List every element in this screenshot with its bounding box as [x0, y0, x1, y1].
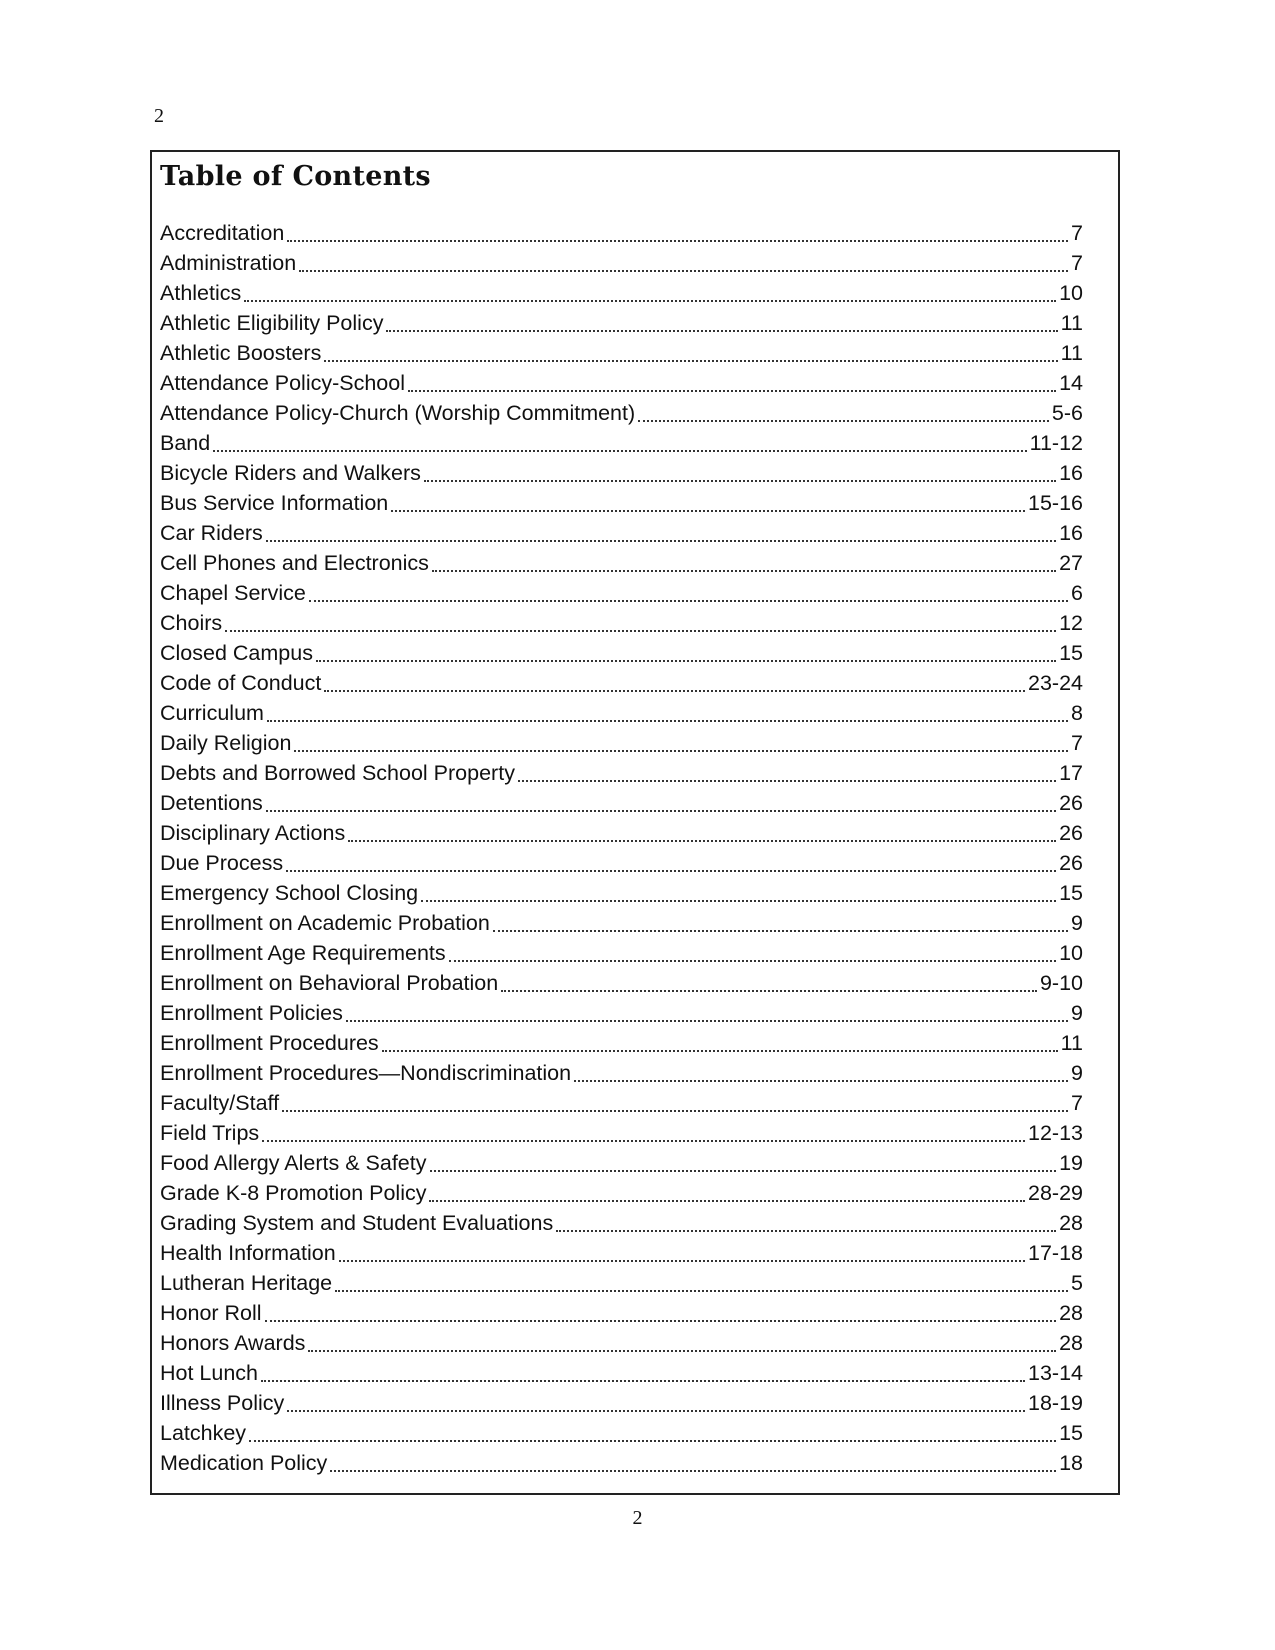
- toc-entry-page: 23-24: [1028, 671, 1083, 695]
- toc-entry: [160, 938, 1083, 968]
- toc-entry-page: 16: [1059, 461, 1083, 485]
- dot-leader: [262, 1118, 1025, 1142]
- toc-entry: [160, 1118, 1083, 1148]
- toc-entry-page: 9: [1071, 911, 1083, 935]
- toc-entry-label: Grade K-8 Promotion Policy: [160, 1181, 427, 1205]
- dot-leader: [308, 1328, 1056, 1352]
- dot-leader: [518, 758, 1056, 782]
- toc-entry: [160, 1148, 1083, 1178]
- toc-entry-label: Emergency School Closing: [160, 881, 419, 905]
- toc-entry-page: 18-19: [1028, 1391, 1083, 1415]
- toc-entry-label: Latchkey: [160, 1421, 247, 1445]
- toc-entry: [160, 338, 1083, 368]
- toc-entry-label: Athletic Eligibility Policy: [160, 311, 384, 335]
- toc-entry-page: 15: [1059, 1421, 1083, 1445]
- toc-entry-label: Enrollment Procedures: [160, 1031, 379, 1055]
- dot-leader: [501, 968, 1037, 992]
- toc-entry-label: Lutheran Heritage: [160, 1271, 333, 1295]
- toc-entry-page: 9: [1071, 1001, 1083, 1025]
- toc-entry: [160, 218, 1083, 248]
- dot-leader: [299, 248, 1068, 272]
- dot-leader: [265, 1298, 1057, 1322]
- toc-entry: [160, 368, 1083, 398]
- toc-entry-label: Attendance Policy-Church (Worship Commitment): [160, 401, 636, 425]
- toc-entry-page: 19: [1059, 1151, 1083, 1175]
- toc-entry-label: Faculty/Staff: [160, 1091, 280, 1115]
- toc-entry-label: Code of Conduct: [160, 671, 322, 695]
- toc-entry-label: Daily Religion: [160, 731, 292, 755]
- toc-entry-page: 26: [1059, 851, 1083, 875]
- toc-entry-label: Enrollment Policies: [160, 1001, 343, 1025]
- toc-entry: [160, 1328, 1083, 1358]
- dot-leader: [408, 368, 1056, 392]
- toc-entry-label: Medication Policy: [160, 1451, 328, 1475]
- toc-entry-page: 7: [1071, 251, 1083, 275]
- toc-list: [160, 218, 1083, 1478]
- toc-entry: [160, 1088, 1083, 1118]
- toc-entry: [160, 998, 1083, 1028]
- toc-entry: [160, 608, 1083, 638]
- toc-entry-label: Enrollment on Academic Probation: [160, 911, 490, 935]
- toc-entry-page: 11: [1060, 311, 1083, 335]
- dot-leader: [449, 938, 1056, 962]
- dot-leader: [266, 518, 1056, 542]
- toc-entry-label: Band: [160, 431, 211, 455]
- toc-entry-label: Athletic Boosters: [160, 341, 322, 365]
- toc-entry: [160, 488, 1083, 518]
- toc-entry: [160, 428, 1083, 458]
- toc-entry-page: 28-29: [1028, 1181, 1083, 1205]
- toc-entry-page: 15: [1059, 641, 1083, 665]
- dot-leader: [386, 308, 1057, 332]
- dot-leader: [309, 578, 1068, 602]
- toc-entry: [160, 518, 1083, 548]
- toc-entry: [160, 1418, 1083, 1448]
- toc-entry-label: Chapel Service: [160, 581, 306, 605]
- toc-entry: [160, 638, 1083, 668]
- toc-entry-page: 18: [1059, 1451, 1083, 1475]
- toc-entry-label: Curriculum: [160, 701, 264, 725]
- dot-leader: [391, 488, 1025, 512]
- dot-leader: [421, 878, 1056, 902]
- toc-entry: [160, 248, 1083, 278]
- toc-entry: [160, 758, 1083, 788]
- toc-entry-label: Enrollment Age Requirements: [160, 941, 446, 965]
- toc-entry: [160, 698, 1083, 728]
- toc-entry-page: 9-10: [1039, 971, 1083, 995]
- toc-entry-label: Bicycle Riders and Walkers: [160, 461, 421, 485]
- toc-entry: [160, 548, 1083, 578]
- toc-entry: [160, 1058, 1083, 1088]
- dot-leader: [339, 1238, 1025, 1262]
- toc-entry: [160, 968, 1083, 998]
- toc-entry: [160, 1028, 1083, 1058]
- toc-entry-page: 16: [1059, 521, 1083, 545]
- toc-entry: [160, 818, 1083, 848]
- toc-entry: [160, 1448, 1083, 1478]
- dot-leader: [430, 1148, 1057, 1172]
- toc-entry: [160, 878, 1083, 908]
- dot-leader: [244, 278, 1056, 302]
- toc-entry-label: Disciplinary Actions: [160, 821, 346, 845]
- toc-entry-label: Illness Policy: [160, 1391, 285, 1415]
- toc-entry-label: Honor Roll: [160, 1301, 262, 1325]
- toc-entry-label: Cell Phones and Electronics: [160, 551, 429, 575]
- toc-entry-page: 5: [1071, 1271, 1083, 1295]
- toc-entry-label: Grading System and Student Evaluations: [160, 1211, 554, 1235]
- toc-entry-label: Debts and Borrowed School Property: [160, 761, 515, 785]
- toc-entry-label: Choirs: [160, 611, 223, 635]
- dot-leader: [213, 428, 1026, 452]
- dot-leader: [330, 1448, 1056, 1472]
- toc-entry: [160, 788, 1083, 818]
- dot-leader: [429, 1178, 1025, 1202]
- toc-entry-label: Closed Campus: [160, 641, 313, 665]
- toc-entry-label: Honors Awards: [160, 1331, 306, 1355]
- toc-entry-page: 11-12: [1029, 431, 1083, 455]
- toc-entry-page: 13-14: [1028, 1361, 1083, 1385]
- toc-entry-label: Attendance Policy-School: [160, 371, 406, 395]
- dot-leader: [424, 458, 1056, 482]
- toc-entry: [160, 458, 1083, 488]
- dot-leader: [335, 1268, 1068, 1292]
- toc-entry-label: Enrollment Procedures—Nondiscrimination: [160, 1061, 572, 1085]
- toc-entry: [160, 308, 1083, 338]
- dot-leader: [286, 848, 1056, 872]
- toc-entry-page: 5-6: [1051, 401, 1083, 425]
- toc-entry-page: 12: [1059, 611, 1083, 635]
- header-page-number: 2: [154, 105, 164, 127]
- dot-leader: [324, 668, 1025, 692]
- dot-leader: [432, 548, 1056, 572]
- toc-entry-label: Accreditation: [160, 221, 285, 245]
- dot-leader: [267, 698, 1068, 722]
- toc-entry-page: 27: [1059, 551, 1083, 575]
- dot-leader: [574, 1058, 1068, 1082]
- toc-entry-label: Hot Lunch: [160, 1361, 259, 1385]
- toc-entry-label: Athletics: [160, 281, 242, 305]
- footer-page-number: 2: [632, 1507, 643, 1529]
- dot-leader: [249, 1418, 1056, 1442]
- toc-entry: [160, 668, 1083, 698]
- toc-entry-page: 6: [1071, 581, 1083, 605]
- dot-leader: [287, 1388, 1025, 1412]
- toc-entry-page: 15: [1059, 881, 1083, 905]
- toc-entry-page: 17-18: [1028, 1241, 1083, 1265]
- toc-entry-page: 26: [1059, 821, 1083, 845]
- toc-entry-page: 8: [1071, 701, 1083, 725]
- dot-leader: [266, 788, 1056, 812]
- toc-entry: [160, 848, 1083, 878]
- toc-entry: [160, 1208, 1083, 1238]
- toc-entry-label: Car Riders: [160, 521, 263, 545]
- dot-leader: [287, 218, 1068, 242]
- toc-entry-page: 7: [1071, 731, 1083, 755]
- toc-entry-page: 11: [1060, 341, 1083, 365]
- dot-leader: [346, 998, 1068, 1022]
- dot-leader: [324, 338, 1057, 362]
- toc-entry-page: 11: [1060, 1031, 1083, 1055]
- dot-leader: [316, 638, 1056, 662]
- toc-entry: [160, 1358, 1083, 1388]
- toc-entry: [160, 728, 1083, 758]
- dot-leader: [348, 818, 1056, 842]
- toc-entry-label: Bus Service Information: [160, 491, 389, 515]
- toc-entry: [160, 578, 1083, 608]
- toc-entry-page: 28: [1059, 1211, 1083, 1235]
- toc-entry-label: Administration: [160, 251, 297, 275]
- toc-entry: [160, 398, 1083, 428]
- dot-leader: [638, 398, 1049, 422]
- toc-entry: [160, 908, 1083, 938]
- toc-entry: [160, 1268, 1083, 1298]
- toc-entry-page: 10: [1059, 281, 1083, 305]
- toc-entry: [160, 1238, 1083, 1268]
- toc-entry-page: 9: [1071, 1061, 1083, 1085]
- toc-entry: [160, 1388, 1083, 1418]
- dot-leader: [225, 608, 1056, 632]
- toc-entry: [160, 278, 1083, 308]
- toc-entry-page: 17: [1059, 761, 1083, 785]
- toc-entry-label: Detentions: [160, 791, 263, 815]
- toc-entry-page: 7: [1071, 221, 1083, 245]
- toc-entry-label: Enrollment on Behavioral Probation: [160, 971, 499, 995]
- toc-entry: [160, 1298, 1083, 1328]
- toc-entry-page: 10: [1059, 941, 1083, 965]
- dot-leader: [382, 1028, 1058, 1052]
- toc-entry-label: Health Information: [160, 1241, 336, 1265]
- toc-entry-label: Due Process: [160, 851, 284, 875]
- toc-entry-page: 15-16: [1028, 491, 1083, 515]
- table-of-contents-box: [150, 150, 1120, 1495]
- toc-entry-page: 7: [1071, 1091, 1083, 1115]
- toc-entry-label: Food Allergy Alerts & Safety: [160, 1151, 427, 1175]
- toc-entry-page: 26: [1059, 791, 1083, 815]
- toc-title: Table of Contents: [160, 161, 431, 192]
- dot-leader: [261, 1358, 1025, 1382]
- toc-entry-label: Field Trips: [160, 1121, 260, 1145]
- dot-leader: [282, 1088, 1068, 1112]
- toc-entry-page: 14: [1059, 371, 1083, 395]
- toc-entry-page: 28: [1059, 1331, 1083, 1355]
- toc-entry-page: 12-13: [1028, 1121, 1083, 1145]
- dot-leader: [294, 728, 1068, 752]
- dot-leader: [493, 908, 1068, 932]
- dot-leader: [556, 1208, 1056, 1232]
- toc-entry-page: 28: [1059, 1301, 1083, 1325]
- toc-entry: [160, 1178, 1083, 1208]
